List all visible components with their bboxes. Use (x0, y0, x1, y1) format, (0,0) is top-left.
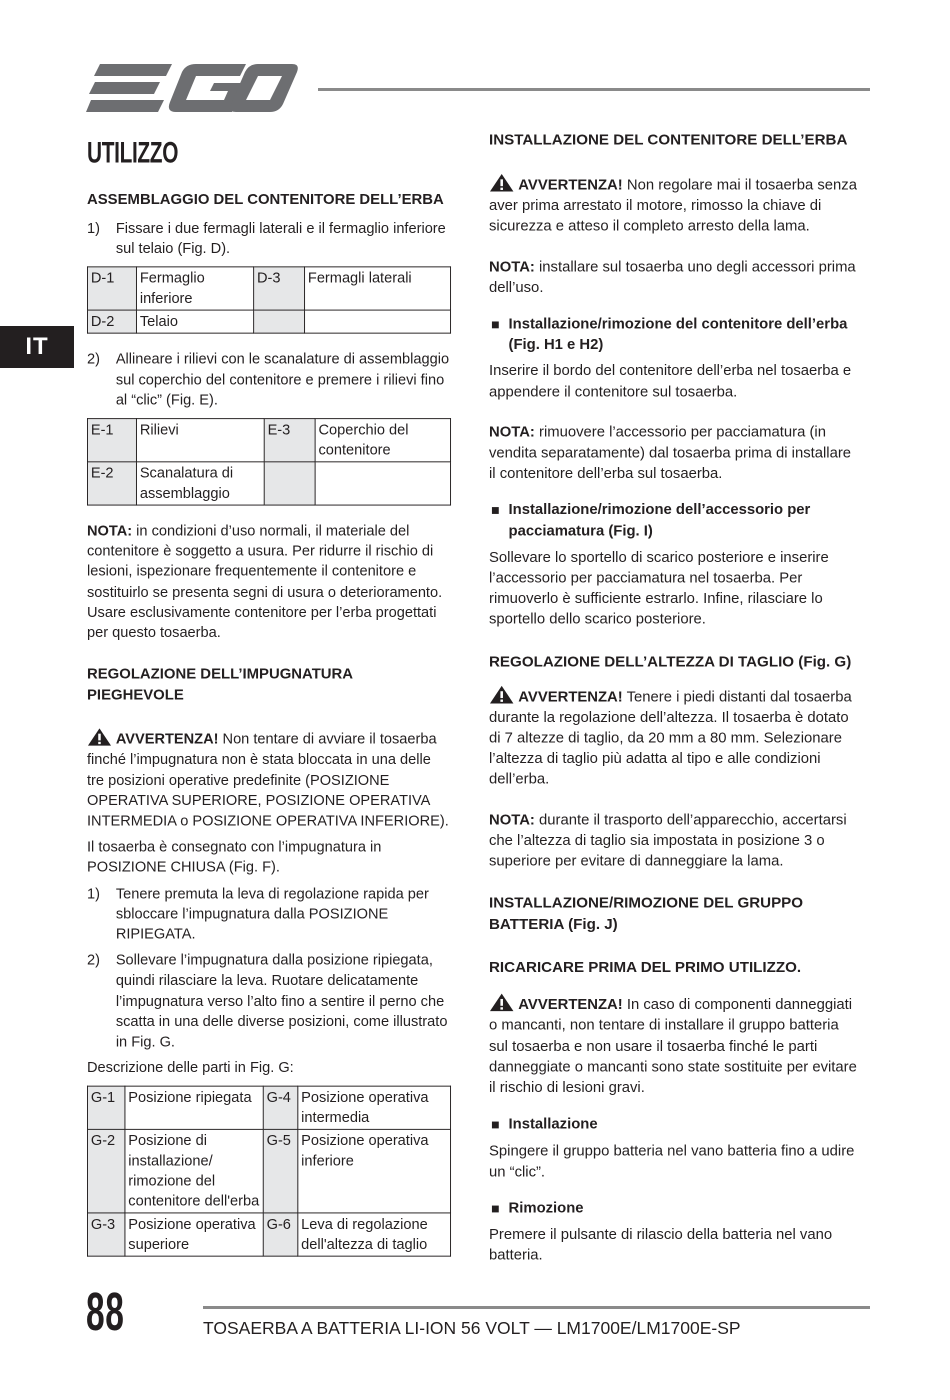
table-cell: G-6 (263, 1213, 298, 1256)
mulch-text: Sollevare lo sportello di scarico posteriore e inserire l’accessorio per pacciamatura nel tosaerba. Per rimuoverlo è sufficiente estrarlo. Infine, rilasciare lo sportello dello scarico posteriore. (489, 548, 829, 628)
remove-text: Premere il pulsante di rilascio della batteria nel vano batteria. (489, 1226, 833, 1264)
parts-table-g (87, 1086, 451, 1257)
left-column (87, 130, 451, 1272)
footer-rule (203, 1306, 870, 1309)
table-cell: G-4 (263, 1087, 298, 1130)
table-cell: Posizione operativa intermedia (298, 1087, 451, 1130)
step-text: Sollevare l’impugnatura dalla posizione ripiegata, quindi rilasciare la leva. Ruotare delicatamente l’impugnatura verso l’alto fino a sentire il perno che scatta in una delle diverse posizioni, come illustrato in Fig. G. (115, 952, 448, 1051)
warning-icon (489, 685, 514, 705)
warning-label: AVVERTENZA! (518, 996, 623, 1014)
table-cell (264, 462, 315, 505)
table-cell: E-3 (264, 419, 315, 462)
note-label: NOTA: (489, 423, 535, 441)
charge-heading: RICARICARE PRIMA DEL PRIMO UTILIZZO. (489, 959, 802, 977)
handle-step-1 (87, 884, 451, 945)
handle-step-2 (87, 950, 451, 1052)
parts-table-e (87, 418, 451, 505)
warning-text: Non regolare mai il tosaerba senza aver prima arrestato il motore, rimosso la chiave di sicurezza e atteso il completo arresto della lama. (489, 176, 857, 235)
bullet-icon (489, 1114, 509, 1135)
height-warning (489, 685, 861, 791)
table-cell (315, 462, 450, 505)
table-cell: Scanalatura di assemblaggio (136, 462, 264, 505)
bullet-text: Installazione/rimozione dell’accessorio per pacciamatura (Fig. I) (508, 501, 811, 539)
table-row (87, 462, 450, 505)
step-number: 2) (87, 351, 100, 368)
note-label: NOTA: (87, 522, 133, 540)
step-number: 1) (87, 220, 100, 237)
table-cell: Posizione ripiegata (125, 1087, 263, 1130)
table-cell: Posizione operativa superiore (125, 1213, 263, 1256)
step-text: Tenere premuta la leva di regolazione rapida per sbloccare l’impugnatura dalla POSIZIONE RIPIEGATA. (115, 885, 429, 943)
handle-paragraph: Il tosaerba è consegnato con l’impugnatura in POSIZIONE CHIUSA (Fig. F). (87, 839, 382, 876)
table-cell: Rilievi (136, 419, 264, 462)
warning-label: AVVERTENZA! (518, 176, 623, 194)
mulch-bullet (489, 500, 861, 541)
table-cell: E-1 (87, 419, 136, 462)
section-title: UTILIZZO (87, 135, 179, 170)
bag-bullet (489, 314, 861, 355)
bullet-text: Rimozione (508, 1199, 584, 1217)
table-cell: Posizione di installazione/ rimozione del contenitore dell'erba (125, 1130, 263, 1214)
battery-warning (489, 993, 861, 1099)
table-row (87, 310, 450, 333)
table-cell: Leva di regolazione dell'altezza di taglio (298, 1213, 451, 1256)
note-label: NOTA: (489, 811, 535, 829)
warning-text: Tenere i piedi distanti dal tosaerba durante la regolazione dell’altezza. Il tosaerba è dotato di 7 altezze di taglio, da 20 mm a 80 mm. Selezionare l’altezza di taglio più adatta al tipo e alle condizioni dell’erba. (489, 688, 852, 788)
bullet-icon (489, 1198, 509, 1219)
bag-note (489, 422, 861, 484)
assembly-heading: ASSEMBLAGGIO DEL CONTENITORE DELL’ERBA (87, 191, 444, 208)
bullet-icon (489, 314, 509, 355)
remove-bullet (489, 1198, 861, 1219)
bullet-text: Installazione (508, 1115, 598, 1133)
warning-icon (489, 993, 514, 1013)
assembly-step-2 (87, 349, 451, 410)
note-text: installare sul tosaerba uno degli accessori prima dell’uso. (489, 258, 856, 296)
table-cell: D-2 (87, 310, 136, 333)
install-note (489, 257, 861, 298)
step-number: 2) (87, 952, 100, 969)
install-text: Spingere il gruppo batteria nel vano batteria fino a udire un “clic”. (489, 1142, 855, 1180)
table-cell: Coperchio del contenitore (315, 419, 450, 462)
handle-heading: REGOLAZIONE DELL’IMPUGNATURA PIEGHEVOLE (87, 666, 353, 704)
table-cell: G-2 (87, 1130, 124, 1214)
note-label: NOTA: (489, 258, 535, 276)
warning-label: AVVERTENZA! (518, 688, 623, 706)
table-row (87, 419, 450, 462)
warning-text: Non tentare di avviare il tosaerba finché l’impugnatura non è stata bloccata in una delle tre posizioni operative predefinite (POSIZIONE OPERATIVA SUPERIORE, POSIZIONE OPERATIVA INTERMEDIA o POSIZIONE OPERATIVA INFERIORE). (87, 731, 449, 830)
install-warning (489, 173, 861, 237)
right-column (489, 130, 861, 1272)
table-cell: Posizione operativa inferiore (298, 1130, 451, 1214)
note-text: in condizioni d’uso normali, il materiale del contenitore è soggetto a usura. Per ridurre il rischio di lesioni, ispezionare frequentemente il contenitore e sostituirlo se presenta segni di usura o deterioramento. Usare esclusivamente contenitore per l’erba progettati per questo tosaerba. (87, 522, 443, 642)
install-heading: INSTALLAZIONE DEL CONTENITORE DELL’ERBA (489, 131, 848, 149)
table-row (87, 1087, 450, 1130)
table-cell: Telaio (136, 310, 253, 333)
warning-icon (489, 173, 514, 193)
table-cell (305, 310, 451, 333)
parts-caption: Descrizione delle parti in Fig. G: (87, 1060, 294, 1077)
table-cell: D-3 (254, 267, 305, 310)
step-text: Allineare i rilievi con le scanalature di assemblaggio sul coperchio del contenitore e premere i rilievi fino al “clic” (Fig. E). (115, 351, 450, 409)
handle-warning (87, 728, 451, 832)
height-note (489, 810, 861, 872)
parts-table-d (87, 267, 451, 334)
table-cell: E-2 (87, 462, 136, 505)
step-text: Fissare i due fermagli laterali e il fermaglio inferiore sul telaio (Fig. D). (115, 220, 446, 257)
warning-label: AVVERTENZA! (115, 731, 219, 748)
bullet-icon (489, 500, 509, 541)
footer-text: TOSAERBA A BATTERIA LI-ION 56 VOLT — LM1700E/LM1700E-SP (203, 1318, 741, 1338)
header-rule (318, 88, 870, 91)
assembly-step-1 (87, 218, 451, 259)
table-cell: G-3 (87, 1213, 124, 1256)
warning-text: In caso di componenti danneggiati o mancanti, non tentare di installare il gruppo batteria sul tosaerba e non usare il tosaerba finché le parti danneggiate o mancanti sono state sostituite per evitare il rischio di lesioni gravi. (489, 996, 857, 1097)
warning-icon (87, 728, 112, 747)
table-cell (254, 310, 305, 333)
step-number: 1) (87, 885, 100, 902)
table-cell: G-5 (263, 1130, 298, 1214)
battery-heading: INSTALLAZIONE/RIMOZIONE DEL GRUPPO BATTERIA (Fig. J) (489, 895, 804, 934)
note-text: rimuovere l’accessorio per pacciamatura (in vendita separatamente) dal tosaerba prima di installare il contenitore dell’erba sul tosaerba. (489, 423, 852, 482)
language-tab: IT (0, 326, 74, 368)
height-heading: REGOLAZIONE DELL’ALTEZZA DI TAGLIO (Fig. G) (489, 653, 852, 670)
ego-logo (86, 64, 298, 112)
install-bullet (489, 1114, 861, 1135)
note-text: durante il trasporto dell’apparecchio, accertarsi che l’altezza di taglio sia impostata in posizione 3 o superiore per evitare di danneggiare la lama. (489, 811, 847, 870)
table-cell: D-1 (87, 267, 136, 310)
assembly-note (87, 521, 451, 643)
table-cell: Fermaglio inferiore (136, 267, 253, 310)
table-row (87, 267, 450, 310)
table-cell: Fermagli laterali (305, 267, 451, 310)
table-row (87, 1130, 450, 1214)
bag-text: Inserire il bordo del contenitore dell’erba nel tosaerba e appendere il contenitore sul tosaerba. (489, 362, 852, 401)
table-cell: G-1 (87, 1087, 124, 1130)
page-number: 88 (86, 1282, 125, 1342)
bullet-text: Installazione/rimozione del contenitore dell’erba (Fig. H1 e H2) (508, 315, 848, 353)
table-row (87, 1213, 450, 1256)
